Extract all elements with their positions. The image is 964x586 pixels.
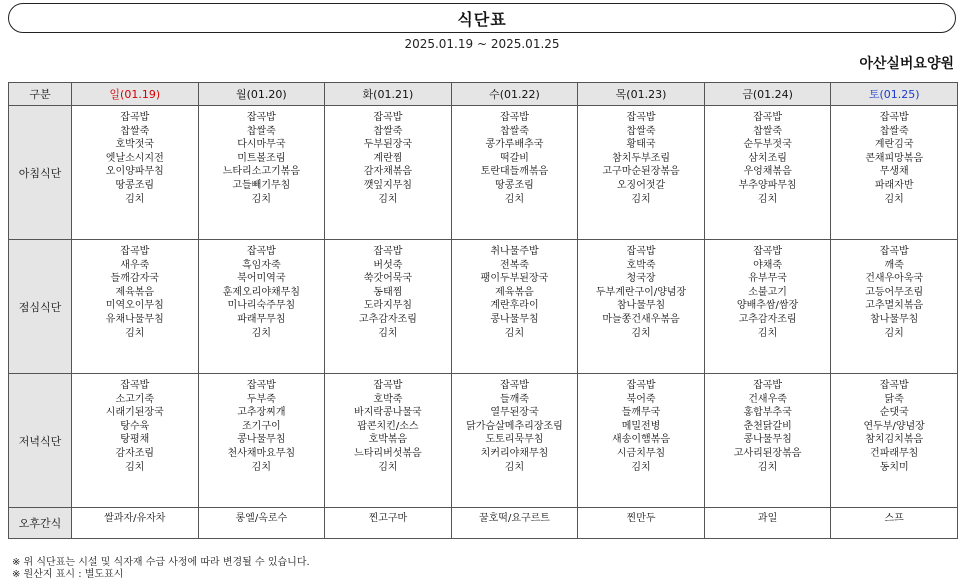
menu-item: 탕수육 <box>120 420 150 432</box>
menu-item: 잡곡밥 <box>879 112 909 123</box>
menu-item: 호박젓국 <box>115 139 155 151</box>
menu-item: 김치 <box>884 193 904 205</box>
menu-item-list <box>705 512 831 526</box>
menu-cell-tue <box>325 508 452 539</box>
menu-item-list <box>578 240 704 340</box>
menu-item: 참치김치볶음 <box>865 434 924 446</box>
day-header-sat: 토(01.25) <box>831 83 958 106</box>
menu-item: 닭가슴살메추리장조림 <box>466 420 563 432</box>
menu-item: 쑥갓어묵국 <box>363 273 413 285</box>
menu-item: 김치 <box>504 327 525 339</box>
menu-cell-thu <box>578 106 705 240</box>
menu-item: 참나물무침 <box>870 313 919 325</box>
menu-item-list <box>705 240 831 340</box>
menu-item-list <box>831 106 957 206</box>
menu-item-list <box>705 106 831 206</box>
menu-item: 잡곡밥 <box>246 380 276 391</box>
menu-item: 동치미 <box>879 461 909 473</box>
menu-cell-wed <box>451 508 578 539</box>
menu-item: 흑임자죽 <box>242 259 281 271</box>
menu-item: 치커리야채무침 <box>480 447 549 459</box>
menu-item: 건새우아욱국 <box>865 273 924 285</box>
menu-item: 잡곡밥 <box>626 246 656 257</box>
menu-item: 김치 <box>631 327 651 339</box>
menu-item: 홍합부추국 <box>743 407 792 419</box>
menu-cell-sun <box>72 106 199 240</box>
menu-item: 소불고기 <box>748 286 787 298</box>
menu-item: 김치 <box>757 193 778 205</box>
menu-item: 잡곡밥 <box>879 380 909 391</box>
menu-item: 팝콘치킨/소스 <box>357 420 419 432</box>
menu-item: 시금치무침 <box>616 447 666 459</box>
page-title: 식단표 <box>457 9 507 29</box>
menu-item: 땅콩조림 <box>495 179 534 191</box>
menu-cell-wed <box>451 240 578 374</box>
menu-item: 김치 <box>504 193 525 205</box>
meal-label: 오후간식 <box>9 508 72 539</box>
menu-cell-sat <box>831 240 958 374</box>
menu-item: 엣날소시지전 <box>105 152 164 164</box>
menu-item: 두부계란구이/양념장 <box>595 286 687 298</box>
menu-item: 쌀과자/유자차 <box>104 513 166 525</box>
menu-item: 전복죽 <box>499 259 529 271</box>
menu-item: 김치 <box>125 461 145 473</box>
menu-cell-sun <box>72 240 199 374</box>
menu-cell-wed <box>451 374 578 508</box>
menu-item: 찹쌀죽 <box>753 125 783 137</box>
menu-cell-tue <box>325 240 452 374</box>
menu-item: 새우죽 <box>120 259 150 271</box>
menu-item: 청국장 <box>626 273 656 285</box>
menu-item: 도토리묵무침 <box>485 434 544 446</box>
menu-cell-sun <box>72 374 199 508</box>
menu-item: 김치 <box>504 461 525 473</box>
menu-item: 스프 <box>884 513 904 525</box>
menu-item: 찹쌀죽 <box>373 125 403 137</box>
menu-item: 북어죽 <box>626 393 656 405</box>
day-header-thu: 목(01.23) <box>578 83 705 106</box>
menu-item-list <box>452 512 578 526</box>
meal-label: 아침식단 <box>9 106 72 240</box>
menu-item: 찐고구마 <box>368 513 408 525</box>
menu-item: 콩가루배추국 <box>485 139 544 151</box>
day-header-tue: 화(01.21) <box>325 83 452 106</box>
menu-item: 찐만두 <box>626 513 656 525</box>
menu-item: 잡곡밥 <box>753 380 783 391</box>
menu-item: 고들빼기무침 <box>232 179 291 191</box>
menu-item-list <box>199 512 325 526</box>
menu-item: 동태찜 <box>373 286 403 298</box>
menu-item: 오징어젓갈 <box>616 179 666 191</box>
menu-item: 롱엘/옥로수 <box>235 513 288 525</box>
menu-item: 오이양파무침 <box>105 166 164 178</box>
menu-item: 고구마순된장볶음 <box>602 166 680 178</box>
menu-item: 두부죽 <box>246 393 276 405</box>
menu-item: 김치 <box>378 327 398 339</box>
menu-item: 마늘쫑건새우볶음 <box>602 313 680 325</box>
menu-item: 과일 <box>757 513 778 525</box>
menu-item: 계란찜 <box>373 152 403 164</box>
menu-item: 순댓국 <box>879 407 909 419</box>
menu-item: 호박볶음 <box>368 434 408 446</box>
menu-item: 탕평채 <box>120 434 150 446</box>
menu-item: 김치 <box>631 461 651 473</box>
menu-item: 무생채 <box>879 166 909 178</box>
menu-item: 버섯죽 <box>373 259 403 271</box>
menu-item: 양배추쌈/쌈장 <box>736 300 799 312</box>
menu-cell-mon <box>198 106 325 240</box>
menu-item: 찹쌀죽 <box>246 125 276 137</box>
menu-item-list <box>578 106 704 206</box>
menu-item: 천사채마요무침 <box>227 447 296 459</box>
menu-item: 잡곡밥 <box>753 112 783 123</box>
menu-item: 건새우죽 <box>748 393 787 405</box>
menu-item: 계란후라이 <box>490 300 539 312</box>
header-row <box>9 83 958 106</box>
menu-item: 열무된장국 <box>490 407 539 419</box>
menu-item: 계란김국 <box>874 139 914 151</box>
day-header-wed: 수(01.22) <box>451 83 578 106</box>
menu-cell-thu <box>578 374 705 508</box>
menu-cell-wed <box>451 106 578 240</box>
menu-item: 콩나물무침 <box>237 434 286 446</box>
menu-item: 김치 <box>757 461 778 473</box>
menu-item-list <box>72 106 198 206</box>
menu-item: 김치 <box>884 327 904 339</box>
menu-item: 야채죽 <box>753 259 783 271</box>
menu-item: 황태국 <box>626 139 656 151</box>
menu-item: 감자채볶음 <box>363 166 413 178</box>
menu-item: 파래자반 <box>874 179 914 191</box>
menu-item: 북어미역국 <box>237 273 286 285</box>
meal-label: 저녁식단 <box>9 374 72 508</box>
menu-item-list <box>325 240 451 340</box>
menu-item-list <box>72 240 198 340</box>
menu-item: 들깨무국 <box>621 407 661 419</box>
menu-item: 소고기죽 <box>115 393 155 405</box>
menu-item: 김치 <box>631 193 651 205</box>
menu-item-list <box>452 240 578 340</box>
menu-item-list <box>72 374 198 474</box>
menu-item: 김치 <box>378 193 398 205</box>
menu-cell-fri <box>704 240 831 374</box>
menu-item-list <box>325 106 451 206</box>
menu-item: 고사리된장볶음 <box>733 447 802 459</box>
menu-item: 김치 <box>251 461 271 473</box>
menu-item: 잡곡밥 <box>879 246 909 257</box>
menu-table <box>8 82 958 539</box>
menu-item: 고추멸치볶음 <box>865 300 924 312</box>
menu-item: 고추감자조림 <box>358 313 417 325</box>
menu-item: 김치 <box>251 193 271 205</box>
menu-item: 연두부/양념장 <box>863 420 925 432</box>
menu-item: 바지락콩나물국 <box>354 407 422 419</box>
menu-cell-mon <box>198 374 325 508</box>
menu-cell-thu <box>578 508 705 539</box>
menu-item: 잡곡밥 <box>120 246 150 257</box>
day-header-sun: 일(01.19) <box>72 83 199 106</box>
date-range: 2025.01.19 ~ 2025.01.25 <box>404 37 560 51</box>
menu-item: 제육볶음 <box>115 286 155 298</box>
menu-item-list <box>831 240 957 340</box>
menu-item: 느타리버섯볶음 <box>354 447 422 459</box>
menu-item: 메밀전병 <box>621 420 661 432</box>
menu-item: 들깨죽 <box>499 393 529 405</box>
menu-item: 잡곡밥 <box>246 246 276 257</box>
menu-item-list <box>578 512 704 526</box>
breakfast-row <box>9 106 958 240</box>
menu-item: 우엉채볶음 <box>743 166 792 178</box>
menu-item-list <box>199 106 325 206</box>
menu-item: 잡곡밥 <box>246 112 276 123</box>
menu-cell-fri <box>704 508 831 539</box>
menu-cell-sun <box>72 508 199 539</box>
menu-item: 유채나물무침 <box>105 313 164 325</box>
menu-item: 건파래무침 <box>870 447 919 459</box>
menu-item-list <box>452 106 578 206</box>
menu-item: 김치 <box>125 193 145 205</box>
menu-item-list <box>199 374 325 474</box>
menu-item: 미역오이무침 <box>105 300 164 312</box>
meal-label: 점심식단 <box>9 240 72 374</box>
menu-item: 잡곡밥 <box>499 380 529 391</box>
menu-item: 고추감자조림 <box>738 313 797 325</box>
menu-item-list <box>199 240 325 340</box>
menu-item: 김치 <box>757 327 778 339</box>
menu-item: 잡곡밥 <box>626 380 656 391</box>
menu-item: 파래무무침 <box>237 313 286 325</box>
menu-cell-tue <box>325 106 452 240</box>
menu-item: 김치 <box>125 327 145 339</box>
menu-item: 부추양파무침 <box>738 179 797 191</box>
menu-item: 김치 <box>251 327 271 339</box>
menu-item: 참나물무침 <box>616 300 666 312</box>
menu-item-list <box>452 374 578 474</box>
menu-item: 호박죽 <box>626 259 656 271</box>
menu-item: 찹쌀죽 <box>879 125 909 137</box>
menu-item-list <box>72 512 198 526</box>
menu-item: 떡갈비 <box>499 152 529 164</box>
menu-item: 잡곡밥 <box>626 112 656 123</box>
day-header-fri: 금(01.24) <box>704 83 831 106</box>
menu-item: 감자조림 <box>115 447 155 459</box>
menu-item: 새송이햄볶음 <box>612 434 671 446</box>
menu-item: 제육볶음 <box>495 286 534 298</box>
menu-item: 찹쌀죽 <box>626 125 656 137</box>
menu-item: 호박죽 <box>373 393 403 405</box>
menu-item: 콩나물무침 <box>743 434 792 446</box>
menu-item: 팽이두부된장국 <box>480 273 549 285</box>
menu-item: 미나리숙주무침 <box>227 300 296 312</box>
org-name: 아산실버요양원 <box>859 56 954 72</box>
menu-item: 김치 <box>378 461 398 473</box>
menu-item: 취나물주밥 <box>490 246 539 257</box>
menu-item: 잡곡밥 <box>120 112 150 123</box>
menu-item: 찹쌀죽 <box>499 125 529 137</box>
menu-cell-tue <box>325 374 452 508</box>
day-header-mon: 월(01.20) <box>198 83 325 106</box>
menu-cell-thu <box>578 240 705 374</box>
menu-item: 참치두부조림 <box>612 152 671 164</box>
menu-item: 잡곡밥 <box>373 380 403 391</box>
menu-item: 고추장찌개 <box>237 407 286 419</box>
menu-item: 도라지무침 <box>363 300 413 312</box>
menu-cell-sat <box>831 508 958 539</box>
menu-item: 조기구이 <box>242 420 281 432</box>
menu-item: 다시마무국 <box>237 139 286 151</box>
menu-item: 깨죽 <box>884 259 904 271</box>
menu-item: 두부된장국 <box>363 139 413 151</box>
menu-item: 느타리소고기볶음 <box>222 166 300 178</box>
lunch-row <box>9 240 958 374</box>
menu-item: 유부무국 <box>748 273 787 285</box>
menu-item: 잡곡밥 <box>753 246 783 257</box>
menu-item: 콩나물무침 <box>490 313 539 325</box>
menu-item: 훈제오리야채무침 <box>222 286 300 298</box>
menu-cell-sat <box>831 106 958 240</box>
title-box <box>8 3 956 33</box>
menu-item: 잡곡밥 <box>120 380 150 391</box>
menu-item: 꿀호떡/요구르트 <box>478 513 550 525</box>
menu-item: 콘채피망볶음 <box>865 152 924 164</box>
footnote: ※ 위 식단표는 시설 및 식자재 수급 사정에 따라 변경될 수 있습니다. <box>12 557 310 568</box>
menu-item: 토란대들깨볶음 <box>480 166 549 178</box>
menu-item: 미트볼조림 <box>237 152 286 164</box>
footnote: ※ 원산지 표시 : 별도표시 <box>12 569 124 580</box>
menu-item: 잡곡밥 <box>373 246 403 257</box>
dinner-row <box>9 374 958 508</box>
menu-item-list <box>831 374 957 474</box>
menu-item: 춘천닭갈비 <box>743 420 792 432</box>
menu-item: 들깨감자국 <box>110 273 159 285</box>
menu-item-list <box>705 374 831 474</box>
header-label: 구분 <box>9 83 72 106</box>
footnotes <box>12 557 310 581</box>
menu-item: 땅콩조림 <box>115 179 155 191</box>
menu-cell-fri <box>704 106 831 240</box>
menu-item: 닭죽 <box>884 393 904 405</box>
snack-row <box>9 508 958 539</box>
menu-item: 고등어무조림 <box>865 286 924 298</box>
menu-item: 삼치조림 <box>748 152 787 164</box>
menu-cell-fri <box>704 374 831 508</box>
menu-item: 잡곡밥 <box>373 112 403 123</box>
menu-item-list <box>831 512 957 526</box>
menu-cell-mon <box>198 508 325 539</box>
menu-item-list <box>325 512 451 526</box>
menu-item-list <box>325 374 451 474</box>
menu-item-list <box>578 374 704 474</box>
menu-item: 잡곡밥 <box>499 112 529 123</box>
menu-item: 깻잎지무침 <box>363 179 413 191</box>
menu-item: 순두부젓국 <box>743 139 792 151</box>
menu-item: 시래기된장국 <box>105 407 164 419</box>
menu-cell-sat <box>831 374 958 508</box>
menu-cell-mon <box>198 240 325 374</box>
menu-item: 찹쌀죽 <box>120 125 150 137</box>
